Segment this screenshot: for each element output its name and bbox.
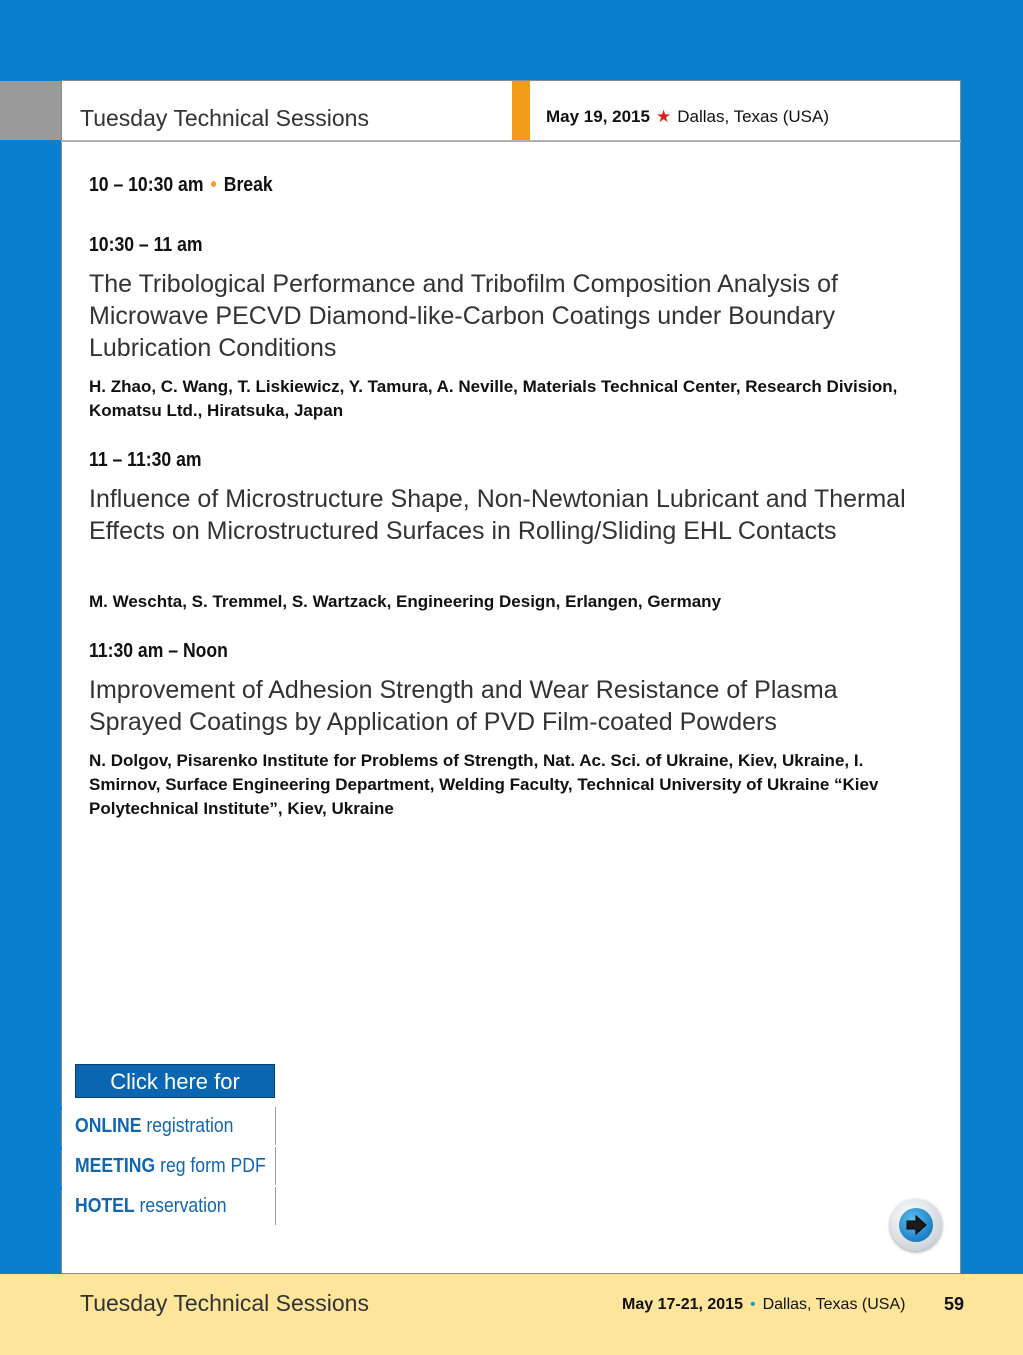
talk-title: Influence of Microstructure Shape, Non-Newtonian Lubricant and Thermal Effects on Microstructured Surfaces in Rolling/Sliding EHL Contacts — [89, 485, 906, 545]
session-time: 10:30 – 11 am — [89, 234, 203, 256]
session-time-break: 10 – 10:30 am • Break — [89, 174, 273, 196]
arrow-right-icon — [899, 1208, 933, 1242]
footer-location: Dallas, Texas (USA) — [762, 1296, 906, 1313]
link-divider — [0, 1187, 62, 1190]
bullet-icon: • — [210, 174, 217, 196]
footer-title: Tuesday Technical Sessions — [80, 1290, 369, 1316]
talk-authors: H. Zhao, C. Wang, T. Liskiewicz, Y. Tamura, A. Neville, Materials Technical Center, Research Division, Komatsu Ltd., Hiratsuka, Japan — [89, 377, 898, 420]
star-icon: ★ — [655, 107, 672, 126]
header-date: May 19, 2015 — [546, 107, 650, 126]
page-title: Tuesday Technical Sessions — [80, 105, 369, 131]
header-gray-tab — [0, 81, 62, 140]
talk-title: The Tribological Performance and Tribofilm Composition Analysis of Microwave PECVD Diamond-like-Carbon Coatings under Boundary Lubrication Conditions — [89, 270, 838, 362]
link-separator — [275, 1107, 276, 1145]
talk-title: Improvement of Adhesion Strength and Wear Resistance of Plasma Sprayed Coatings by Application of PVD Film-coated Powders — [89, 676, 838, 736]
footer-date: May 17-21, 2015 — [622, 1296, 743, 1313]
talk-authors: M. Weschta, S. Tremmel, S. Wartzack, Engineering Design, Erlangen, Germany — [89, 592, 722, 611]
meeting-reg-form-link[interactable]: MEETING reg form PDF — [0, 1147, 276, 1185]
footer-date-location — [622, 1296, 905, 1314]
online-registration-link[interactable]: ONLINE registration — [0, 1107, 276, 1145]
header-date-location — [546, 107, 829, 127]
hotel-reservation-link[interactable]: HOTEL reservation — [0, 1187, 276, 1225]
link-divider — [0, 1107, 62, 1110]
session-time: 11:30 am – Noon — [89, 640, 228, 662]
link-divider — [0, 1147, 62, 1150]
header-accent-stripe — [512, 81, 530, 140]
next-page-button[interactable] — [890, 1199, 942, 1251]
link-separator — [275, 1187, 276, 1225]
header-location: Dallas, Texas (USA) — [677, 107, 830, 126]
break-label: Break — [223, 174, 273, 196]
page-number: 59 — [944, 1294, 965, 1314]
talk-authors: N. Dolgov, Pisarenko Institute for Problems of Strength, Nat. Ac. Sci. of Ukraine, Kiev, Ukraine, I. Smirnov, Surface Engineering Department, Welding Faculty, Technical University of Ukraine “Kiev Polytechnical Institute”, Kiev, Ukraine — [89, 751, 879, 818]
link-separator — [275, 1147, 276, 1185]
bullet-icon: • — [749, 1296, 756, 1313]
session-time: 11 – 11:30 am — [89, 449, 202, 471]
click-here-header: Click here for — [75, 1064, 275, 1098]
